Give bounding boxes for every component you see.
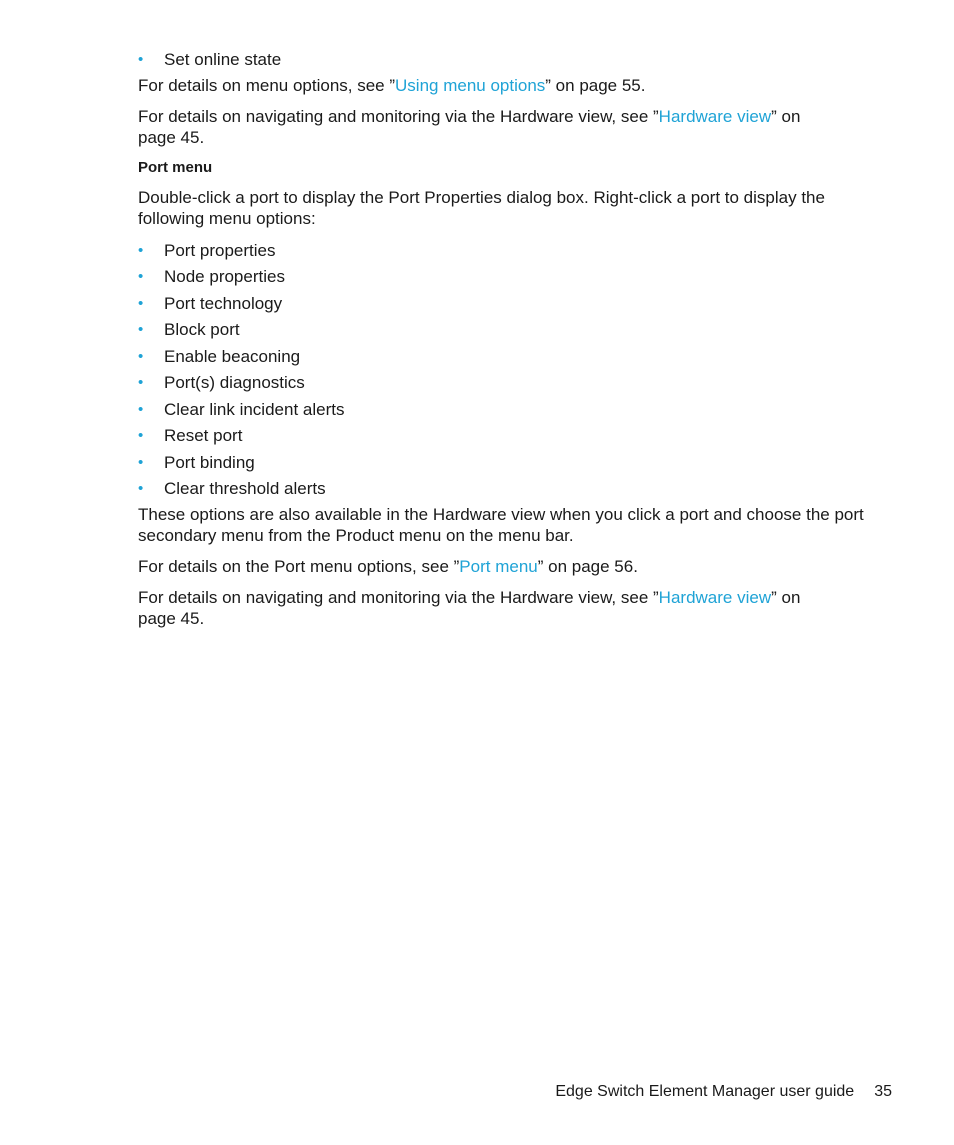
bullet-icon: •: [138, 480, 144, 497]
list-item-text: Enable beaconing: [164, 346, 301, 366]
reference-text: page 45.: [138, 608, 205, 628]
list-item: [138, 239, 883, 266]
list-item-text: Clear threshold alerts: [164, 479, 326, 498]
bullet-icon: •: [138, 374, 144, 391]
section-heading: Port menu: [138, 158, 213, 176]
footer-title: Edge Switch Element Manager user guide: [555, 1083, 855, 1100]
hardware-view-availability-note: [138, 504, 883, 546]
note-text: secondary menu from the Product menu on the menu bar.: [138, 525, 574, 545]
port-menu-options-list: [138, 239, 883, 504]
page-content: [138, 48, 883, 639]
reference-text: ” on page 56.: [537, 556, 638, 576]
list-item-text: Set online state: [164, 50, 282, 69]
list-item: [138, 398, 883, 425]
reference-text: page 45.: [138, 127, 205, 147]
page-footer: [555, 1082, 892, 1102]
list-item: [138, 371, 883, 398]
bullet-icon: •: [138, 347, 144, 365]
list-item-text: Port properties: [164, 240, 276, 260]
hardware-view-link[interactable]: Hardware view: [658, 587, 772, 607]
description-text: following menu options:: [138, 208, 316, 228]
list-item: [138, 451, 883, 478]
port-menu-link[interactable]: Port menu: [459, 556, 538, 576]
port-menu-reference: [138, 556, 883, 577]
list-item-text: Port binding: [164, 452, 255, 472]
reference-text: For details on navigating and monitoring via the Hardware view, see ”: [138, 106, 659, 126]
bullet-icon: •: [138, 268, 144, 285]
list-item: [138, 424, 883, 451]
hardware-view-reference: [138, 106, 883, 148]
using-menu-options-link[interactable]: Using menu options: [395, 75, 546, 95]
bullet-icon: •: [138, 427, 144, 444]
port-menu-description: [138, 187, 883, 229]
list-item: [138, 292, 883, 319]
list-item: [138, 318, 883, 345]
reference-text: ” on page 55.: [545, 75, 646, 95]
note-text: These options are also available in the Hardware view when you click a port and choose the port: [138, 504, 864, 524]
description-text: Double-click a port to display the Port Properties dialog box. Right-click a port to display the: [138, 187, 825, 207]
reference-text: ” on: [771, 587, 801, 607]
menu-options-reference: [138, 75, 883, 96]
reference-text: For details on the Port menu options, see ”: [138, 556, 460, 576]
list-item: [138, 477, 883, 504]
bullet-icon: •: [138, 241, 144, 259]
list-item: [138, 265, 883, 292]
list-item-text: Block port: [164, 320, 240, 339]
hardware-view-link[interactable]: Hardware view: [658, 106, 772, 126]
list-item-text: Reset port: [164, 426, 243, 445]
reference-text: For details on menu options, see ”: [138, 75, 396, 95]
list-item: [138, 345, 883, 372]
bullet-icon: •: [138, 400, 144, 418]
bullet-icon: •: [138, 294, 144, 312]
hardware-view-reference-2: [138, 587, 883, 629]
list-item-text: Clear link incident alerts: [164, 399, 345, 419]
list-item-text: Port technology: [164, 293, 283, 313]
bullet-icon: •: [138, 51, 144, 68]
page-number: 35: [874, 1083, 892, 1100]
bullet-icon: •: [138, 453, 144, 471]
reference-text: ” on: [771, 106, 801, 126]
list-item-text: Port(s) diagnostics: [164, 373, 305, 392]
list-item-text: Node properties: [164, 267, 285, 286]
bullet-icon: •: [138, 321, 144, 338]
reference-text: For details on navigating and monitoring via the Hardware view, see ”: [138, 587, 659, 607]
top-bullet-list: [138, 48, 883, 75]
list-item: [138, 48, 883, 75]
